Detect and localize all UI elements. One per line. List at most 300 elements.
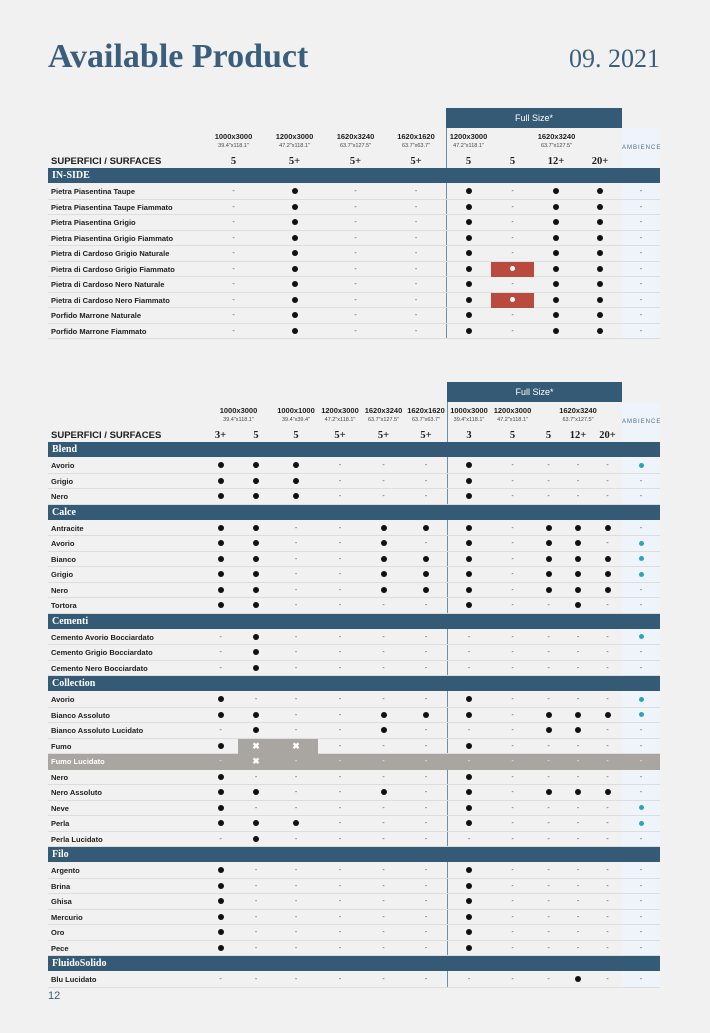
- not-available-dash: -: [232, 296, 235, 304]
- not-available-dash: -: [606, 882, 609, 890]
- table-row: [48, 925, 660, 941]
- available-dot-icon: [447, 816, 491, 832]
- available-dot-icon: [203, 708, 238, 724]
- table-row: [48, 879, 660, 895]
- available-dot-icon: [203, 801, 238, 817]
- table-row: [48, 474, 660, 490]
- not-available-dash: -: [338, 882, 342, 890]
- not-available-dash: -: [576, 913, 580, 921]
- not-available-dash: -: [576, 835, 580, 843]
- not-available-dash: -: [382, 477, 385, 485]
- not-available-dash: -: [219, 633, 222, 641]
- not-available-dash: -: [639, 312, 643, 319]
- not-available-dash: -: [424, 804, 428, 812]
- thickness-value: 5: [253, 430, 259, 441]
- unavailable-x-icon: ✖: [238, 739, 274, 755]
- not-available-dash: -: [639, 835, 643, 843]
- not-available-dash: -: [294, 929, 298, 936]
- size-column-header: [491, 128, 622, 156]
- available-dot-icon: [274, 474, 318, 490]
- not-available-dash: -: [606, 742, 609, 750]
- size-inch: 47.2"x118.1": [279, 143, 310, 149]
- not-available-dash: -: [511, 664, 514, 672]
- not-available-dash: -: [639, 882, 643, 890]
- ambience-dot-icon: [622, 552, 660, 568]
- not-available-dash: -: [424, 540, 428, 547]
- not-available-dash: -: [606, 976, 609, 983]
- not-available-dash: -: [606, 727, 609, 734]
- thickness-value: 5: [293, 430, 299, 441]
- not-available-dash: -: [219, 835, 222, 843]
- highlight-dot-icon: [491, 293, 534, 309]
- available-dot-icon: [203, 474, 238, 490]
- not-available-dash: -: [294, 882, 298, 890]
- available-dot-icon: [203, 879, 238, 895]
- not-available-dash: -: [382, 976, 385, 983]
- available-dot-icon: [446, 215, 491, 231]
- available-dot-icon: [534, 215, 578, 231]
- not-available-dash: -: [547, 602, 550, 609]
- available-dot-icon: [446, 231, 491, 247]
- available-dot-icon: [563, 583, 593, 599]
- available-dot-icon: [534, 277, 578, 293]
- size-header-row: [48, 402, 660, 430]
- not-available-dash: -: [606, 804, 609, 812]
- not-available-dash: -: [606, 929, 609, 936]
- available-dot-icon: [203, 894, 238, 910]
- size-inch: 47.2"x118.1": [453, 143, 484, 149]
- not-available-dash: -: [511, 913, 514, 921]
- available-dot-icon: [238, 598, 274, 614]
- section-header: Cementi: [48, 614, 660, 629]
- not-available-dash: -: [606, 773, 609, 781]
- available-dot-icon: [264, 200, 325, 216]
- available-dot-icon: [563, 567, 593, 583]
- available-dot-icon: [447, 785, 491, 801]
- not-available-dash: -: [232, 312, 235, 319]
- product-name: Nero: [51, 585, 69, 595]
- not-available-dash: -: [511, 203, 514, 211]
- not-available-dash: -: [382, 820, 385, 827]
- not-available-dash: -: [576, 804, 580, 812]
- not-available-dash: -: [547, 804, 550, 812]
- not-available-dash: -: [354, 281, 357, 288]
- size-column-header: [446, 128, 491, 156]
- product-name: Nero: [51, 772, 69, 782]
- available-dot-icon: [203, 863, 238, 879]
- not-available-dash: -: [424, 867, 428, 874]
- available-dot-icon: [238, 816, 274, 832]
- not-available-dash: -: [254, 882, 258, 890]
- available-dot-icon: [264, 246, 325, 262]
- not-available-dash: -: [219, 727, 222, 734]
- not-available-dash: -: [338, 555, 342, 563]
- not-available-dash: -: [576, 649, 580, 656]
- available-dot-icon: [446, 200, 491, 216]
- not-available-dash: -: [547, 462, 550, 469]
- not-available-dash: -: [414, 265, 418, 273]
- product-name: Bianco Assoluto Lucidato: [51, 726, 144, 735]
- available-dot-icon: [534, 723, 563, 739]
- not-available-dash: -: [547, 929, 550, 936]
- not-available-dash: -: [338, 913, 342, 921]
- not-available-dash: -: [254, 929, 258, 936]
- not-available-dash: -: [547, 898, 550, 905]
- available-dot-icon: [563, 785, 593, 801]
- size-inch: 39.4"x118.1": [218, 143, 249, 149]
- not-available-dash: -: [338, 898, 342, 905]
- product-name: Perla: [51, 819, 70, 828]
- size-inch: 47.2"x118.1": [324, 417, 356, 423]
- not-available-dash: -: [639, 789, 643, 796]
- available-dot-icon: [534, 567, 563, 583]
- not-available-dash: -: [511, 773, 514, 781]
- not-available-dash: -: [382, 742, 385, 750]
- thickness-value: 5+: [334, 430, 346, 441]
- not-available-dash: -: [232, 281, 235, 288]
- not-available-dash: -: [639, 944, 643, 952]
- thickness-value: 5: [230, 156, 237, 167]
- product-name: Pietra di Cardoso Nero Naturale: [51, 280, 165, 289]
- table-row: [48, 941, 660, 957]
- available-dot-icon: [446, 308, 491, 324]
- not-available-dash: -: [424, 898, 428, 905]
- not-available-dash: -: [338, 789, 342, 796]
- table-row: [48, 910, 660, 926]
- ambience-dot-icon: [622, 567, 660, 583]
- size-mm: 1620x3240: [364, 406, 403, 415]
- not-available-dash: -: [576, 477, 580, 485]
- available-dot-icon: [203, 598, 238, 614]
- not-available-dash: -: [511, 462, 514, 469]
- not-available-dash: -: [467, 649, 471, 656]
- section-header: Blend: [48, 442, 660, 457]
- product-name: Cemento Nero Bocciardato: [51, 663, 148, 673]
- not-available-dash: -: [354, 296, 357, 304]
- not-available-dash: -: [338, 711, 342, 719]
- available-dot-icon: [447, 910, 491, 926]
- table-row: [48, 863, 660, 879]
- thickness-row: [48, 156, 660, 168]
- available-dot-icon: [534, 262, 578, 278]
- table-row: [48, 816, 660, 832]
- not-available-dash: -: [338, 540, 342, 547]
- table-row: [48, 801, 660, 817]
- available-dot-icon: [534, 583, 563, 599]
- available-dot-icon: [264, 277, 325, 293]
- not-available-dash: -: [511, 789, 514, 796]
- not-available-dash: -: [338, 602, 342, 609]
- not-available-dash: -: [424, 976, 428, 983]
- available-dot-icon: [446, 293, 491, 309]
- available-dot-icon: [447, 801, 491, 817]
- not-available-dash: -: [294, 696, 298, 703]
- not-available-dash: -: [606, 664, 609, 672]
- size-mm: 1200x3000: [321, 406, 359, 415]
- available-dot-icon: [593, 521, 622, 537]
- available-dot-icon: [563, 598, 593, 614]
- not-available-dash: -: [547, 944, 550, 952]
- available-dot-icon: [264, 293, 325, 309]
- not-available-dash: -: [547, 493, 550, 500]
- section-header: IN-SIDE: [48, 168, 660, 183]
- not-available-dash: -: [382, 804, 385, 812]
- available-dot-icon: [238, 785, 274, 801]
- available-dot-icon: [238, 832, 274, 848]
- not-available-dash: -: [219, 664, 222, 672]
- not-available-dash: -: [338, 493, 342, 500]
- available-dot-icon: [405, 583, 447, 599]
- available-dot-icon: [534, 521, 563, 537]
- table-row: [48, 598, 660, 614]
- size-mm: 1200x3000: [449, 132, 488, 141]
- product-name: Oro: [51, 928, 65, 937]
- product-name: Antracite: [51, 523, 84, 533]
- page-number: 12: [48, 990, 61, 1002]
- not-available-dash: -: [511, 711, 514, 719]
- available-dot-icon: [578, 262, 622, 278]
- not-available-dash: -: [639, 742, 643, 750]
- table-row: [48, 754, 660, 770]
- size-mm: 1200x3000: [275, 132, 314, 141]
- not-available-dash: -: [232, 203, 235, 211]
- not-available-dash: -: [338, 649, 342, 656]
- table-row: [48, 200, 660, 216]
- not-available-dash: -: [382, 633, 385, 641]
- size-column-header: [491, 402, 534, 430]
- not-available-dash: -: [382, 867, 385, 874]
- not-available-dash: -: [294, 649, 298, 656]
- not-available-dash: -: [338, 835, 342, 843]
- not-available-dash: -: [511, 524, 514, 532]
- thickness-value: 5+: [410, 156, 422, 167]
- available-dot-icon: [447, 536, 491, 552]
- not-available-dash: -: [424, 944, 428, 952]
- not-available-dash: -: [254, 898, 258, 905]
- not-available-dash: -: [254, 944, 258, 952]
- product-name: Tortora: [51, 601, 77, 610]
- available-dot-icon: [264, 308, 325, 324]
- not-available-dash: -: [424, 882, 428, 890]
- not-available-dash: -: [547, 742, 550, 750]
- not-available-dash: -: [414, 219, 418, 226]
- not-available-dash: -: [511, 804, 514, 812]
- not-available-dash: -: [354, 265, 357, 273]
- not-available-dash: -: [639, 602, 643, 609]
- ambience-label: AMBIENCE: [622, 419, 662, 425]
- size-inch: 63.7"x63.7": [411, 417, 441, 423]
- size-mm: 1000x3000: [214, 132, 253, 141]
- available-dot-icon: [534, 785, 563, 801]
- not-available-dash: -: [294, 867, 298, 874]
- not-available-dash: -: [639, 929, 643, 936]
- not-available-dash: -: [382, 882, 385, 890]
- not-available-dash: -: [639, 664, 643, 672]
- not-available-dash: -: [576, 493, 580, 500]
- not-available-dash: -: [639, 250, 643, 257]
- product-name: Blu Lucidato: [51, 975, 97, 984]
- not-available-dash: -: [424, 773, 428, 781]
- not-available-dash: -: [382, 773, 385, 781]
- not-available-dash: -: [547, 477, 550, 485]
- size-header-row: [48, 128, 660, 156]
- not-available-dash: -: [547, 773, 550, 781]
- not-available-dash: -: [639, 188, 643, 195]
- not-available-dash: -: [511, 867, 514, 874]
- not-available-dash: -: [606, 758, 609, 765]
- not-available-dash: -: [338, 586, 342, 594]
- not-available-dash: -: [639, 265, 643, 273]
- not-available-dash: -: [354, 203, 357, 211]
- size-inch: 47.2"x118.1": [497, 417, 528, 423]
- not-available-dash: -: [606, 540, 609, 547]
- size-column-header: [264, 128, 325, 156]
- table-row: [48, 184, 660, 200]
- not-available-dash: -: [338, 820, 342, 827]
- not-available-dash: -: [547, 882, 550, 890]
- available-dot-icon: [203, 489, 238, 505]
- size-column-header: [325, 128, 386, 156]
- available-dot-icon: [264, 184, 325, 200]
- size-inch: 39.4"x118.1": [453, 417, 485, 423]
- not-available-dash: -: [511, 219, 514, 226]
- not-available-dash: -: [639, 219, 643, 226]
- product-name: Fumo: [51, 741, 72, 751]
- not-available-dash: -: [294, 524, 298, 532]
- available-dot-icon: [264, 231, 325, 247]
- section-header: Collection: [48, 676, 660, 691]
- surfaces-label: SUPERFICI / SURFACES: [51, 156, 162, 167]
- size-mm: 1620x3240: [537, 132, 576, 141]
- available-dot-icon: [203, 521, 238, 537]
- not-available-dash: -: [424, 789, 428, 796]
- available-dot-icon: [563, 536, 593, 552]
- not-available-dash: -: [254, 976, 258, 983]
- thickness-value: 3: [466, 430, 472, 441]
- not-available-dash: -: [294, 555, 298, 563]
- page-title: Available Product: [48, 38, 309, 75]
- thickness-value: 5: [509, 430, 516, 441]
- table-row: [48, 308, 660, 324]
- not-available-dash: -: [639, 493, 643, 500]
- not-available-dash: -: [294, 976, 298, 983]
- not-available-dash: -: [232, 234, 235, 242]
- available-dot-icon: [447, 941, 491, 957]
- available-dot-icon: [264, 262, 325, 278]
- not-available-dash: -: [467, 835, 471, 843]
- available-dot-icon: [405, 567, 447, 583]
- not-available-dash: -: [511, 493, 514, 500]
- not-available-dash: -: [606, 867, 609, 874]
- not-available-dash: -: [576, 696, 580, 703]
- not-available-dash: -: [467, 976, 471, 983]
- not-available-dash: -: [338, 633, 342, 641]
- not-available-dash: -: [424, 820, 428, 827]
- available-dot-icon: [447, 567, 491, 583]
- product-name: Avorio: [51, 539, 75, 548]
- available-dot-icon: [238, 536, 274, 552]
- product-name: Pece: [51, 943, 69, 953]
- not-available-dash: -: [606, 633, 609, 641]
- not-available-dash: -: [424, 602, 428, 609]
- ambience-dot-icon: [622, 816, 660, 832]
- available-dot-icon: [578, 215, 622, 231]
- not-available-dash: -: [511, 327, 514, 335]
- product-name: Porfido Marrone Naturale: [51, 311, 142, 320]
- size-column-header: [386, 128, 446, 156]
- not-available-dash: -: [511, 649, 514, 656]
- not-available-dash: -: [639, 477, 643, 485]
- table-row: [48, 692, 660, 708]
- not-available-dash: -: [639, 203, 643, 211]
- available-dot-icon: [534, 184, 578, 200]
- available-dot-icon: [203, 785, 238, 801]
- available-dot-icon: [578, 324, 622, 340]
- inside-availability-table: [48, 108, 660, 339]
- available-dot-icon: [563, 552, 593, 568]
- size-mm: 1620x3240: [336, 132, 375, 141]
- available-dot-icon: [446, 324, 491, 340]
- not-available-dash: -: [511, 571, 514, 578]
- not-available-dash: -: [606, 944, 609, 952]
- available-dot-icon: [578, 308, 622, 324]
- not-available-dash: -: [511, 586, 514, 594]
- not-available-dash: -: [511, 976, 514, 983]
- available-dot-icon: [405, 521, 447, 537]
- not-available-dash: -: [606, 820, 609, 827]
- table-row: [48, 723, 660, 739]
- not-available-dash: -: [414, 188, 418, 195]
- available-dot-icon: [534, 536, 563, 552]
- available-dot-icon: [362, 785, 405, 801]
- not-available-dash: -: [511, 820, 514, 827]
- product-name: Bianco: [51, 554, 77, 564]
- table-row: [48, 458, 660, 474]
- not-available-dash: -: [511, 234, 514, 242]
- not-available-dash: -: [511, 633, 514, 641]
- ambience-dot-icon: [622, 630, 660, 646]
- table-row: [48, 293, 660, 309]
- available-dot-icon: [203, 941, 238, 957]
- product-name: Brina: [51, 881, 71, 891]
- table-row: [48, 521, 660, 537]
- size-inch: 63.7"x127.5": [562, 417, 594, 423]
- not-available-dash: -: [639, 234, 643, 242]
- available-dot-icon: [238, 474, 274, 490]
- not-available-dash: -: [232, 250, 235, 257]
- product-name: Ghisa: [51, 897, 72, 906]
- available-dot-icon: [203, 536, 238, 552]
- available-dot-icon: [578, 246, 622, 262]
- not-available-dash: -: [424, 913, 428, 921]
- not-available-dash: -: [338, 524, 342, 532]
- not-available-dash: -: [382, 758, 385, 765]
- surfaces-label: SUPERFICI / SURFACES: [51, 430, 162, 441]
- available-dot-icon: [578, 200, 622, 216]
- not-available-dash: -: [338, 758, 342, 765]
- not-available-dash: -: [511, 540, 514, 547]
- thickness-value: 5: [509, 156, 516, 167]
- table-row: [48, 661, 660, 677]
- not-available-dash: -: [547, 664, 550, 672]
- not-available-dash: -: [382, 944, 385, 952]
- available-dot-icon: [274, 816, 318, 832]
- not-available-dash: -: [354, 327, 357, 335]
- not-available-dash: -: [547, 820, 550, 827]
- available-dot-icon: [563, 972, 593, 988]
- not-available-dash: -: [606, 913, 609, 921]
- not-available-dash: -: [547, 696, 550, 703]
